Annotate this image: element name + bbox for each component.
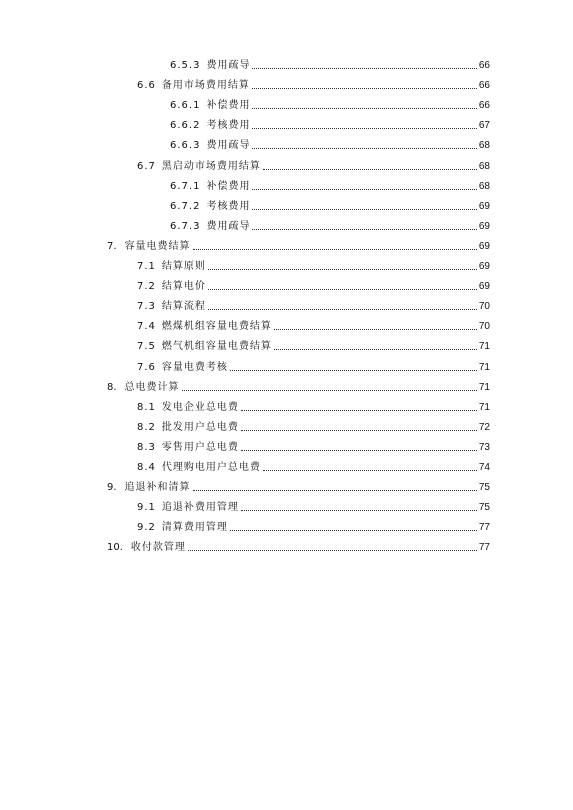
toc-entry-number: 7.5 — [137, 341, 156, 353]
toc-entry[interactable] — [107, 239, 490, 253]
toc-dot-leader — [188, 550, 477, 551]
toc-entry-title: 考核费用 — [206, 200, 251, 212]
toc-entry-title: 代理购电用户总电费 — [161, 462, 261, 473]
toc-entry[interactable] — [137, 520, 490, 534]
toc-entry-number: 7.6 — [137, 361, 156, 373]
toc-entry[interactable] — [170, 219, 490, 233]
toc-entry-page-number: 70 — [478, 321, 490, 333]
toc-entry-page-number: 74 — [478, 462, 490, 473]
toc-entry[interactable] — [137, 440, 490, 454]
toc-entry-title: 批发用户总电费 — [161, 421, 239, 433]
toc-dot-leader — [193, 249, 477, 250]
toc-entry-title: 费用疏导 — [206, 220, 251, 232]
toc-entry[interactable] — [170, 199, 490, 213]
toc-entry-title: 容量电费考核 — [161, 361, 228, 373]
toc-entry-number: 9.2 — [137, 522, 156, 534]
toc-entry-number: 6.6 — [137, 80, 156, 92]
toc-entry[interactable] — [107, 540, 490, 554]
toc-entry-title: 结算原则 — [161, 261, 206, 272]
toc-entry[interactable] — [170, 138, 490, 152]
toc-dot-leader — [252, 108, 476, 109]
toc-entry[interactable] — [137, 360, 490, 374]
toc-entry-number: 6.7.3 — [170, 220, 201, 232]
toc-entry[interactable] — [170, 58, 490, 72]
toc-entry-page-number: 70 — [478, 301, 490, 313]
toc-entry-title: 黑启动市场费用结算 — [161, 160, 261, 172]
toc-entry-page-number: 68 — [478, 140, 490, 152]
toc-entry-number: 6.7.2 — [170, 200, 201, 212]
toc-entry-number: 7.1 — [137, 261, 156, 272]
toc-entry-page-number: 69 — [478, 261, 490, 272]
toc-entry-page-number: 69 — [478, 240, 490, 252]
toc-dot-leader — [241, 510, 477, 511]
toc-entry[interactable] — [170, 179, 490, 193]
toc-entry-title: 结算电价 — [161, 281, 206, 293]
toc-entry[interactable] — [137, 78, 490, 92]
toc-entry-page-number: 72 — [478, 421, 490, 433]
toc-entry-number: 8. — [107, 381, 117, 393]
toc-dot-leader — [182, 390, 477, 391]
toc-entry[interactable] — [137, 319, 490, 333]
toc-entry-number: 6.7.1 — [170, 180, 201, 192]
toc-entry[interactable] — [137, 159, 490, 173]
toc-dot-leader — [252, 88, 477, 89]
toc-entry-page-number: 66 — [478, 100, 490, 112]
toc-dot-leader — [263, 169, 477, 170]
toc-entry[interactable] — [137, 259, 490, 273]
toc-entry-number: 7.4 — [137, 321, 156, 333]
toc-dot-leader — [208, 289, 477, 290]
toc-entry[interactable] — [137, 420, 490, 434]
toc-entry-page-number: 71 — [478, 341, 490, 353]
toc-entry[interactable] — [170, 98, 490, 112]
toc-entry-number: 7.2 — [137, 281, 156, 293]
toc-entry-title: 补偿费用 — [206, 100, 251, 112]
toc-entry-page-number: 68 — [478, 160, 490, 172]
toc-entry-title: 备用市场费用结算 — [161, 80, 250, 92]
toc-entry-page-number: 75 — [478, 482, 490, 494]
toc-entry-page-number: 71 — [478, 401, 490, 413]
toc-entry[interactable] — [107, 380, 490, 394]
toc-entry-title: 费用疏导 — [206, 140, 251, 152]
toc-entry-number: 8.1 — [137, 401, 156, 413]
toc-dot-leader — [252, 209, 476, 210]
toc-entry-page-number: 71 — [478, 361, 490, 373]
toc-entry-title: 总电费计算 — [124, 381, 180, 393]
toc-entry[interactable] — [137, 279, 490, 293]
toc-dot-leader — [252, 128, 476, 129]
toc-dot-leader — [252, 148, 476, 149]
toc-entry-number: 9.1 — [137, 502, 156, 514]
toc-entry-title: 清算费用管理 — [161, 522, 228, 534]
toc-dot-leader — [208, 309, 477, 310]
toc-dot-leader — [274, 329, 477, 330]
toc-entry-title: 追退补费用管理 — [161, 502, 239, 514]
toc-entry-page-number: 69 — [478, 281, 490, 293]
toc-entry-page-number: 69 — [478, 200, 490, 212]
toc-entry-page-number: 77 — [478, 522, 490, 534]
toc-entry-page-number: 66 — [478, 60, 490, 71]
toc-entry[interactable] — [137, 500, 490, 514]
toc-entry-page-number: 75 — [478, 502, 490, 514]
toc-entry-number: 6.7 — [137, 160, 156, 172]
toc-entry[interactable] — [137, 460, 490, 474]
toc-entry-number: 6.6.3 — [170, 140, 201, 152]
toc-entry-title: 追退补和清算 — [124, 482, 191, 494]
toc-entry[interactable] — [137, 400, 490, 414]
toc-entry-number: 7.3 — [137, 301, 156, 313]
toc-entry-title: 燃气机组容量电费结算 — [161, 341, 272, 353]
toc-dot-leader — [241, 450, 477, 451]
toc-entry-page-number: 77 — [478, 542, 490, 554]
toc-entry-title: 费用疏导 — [206, 60, 251, 71]
toc-entry[interactable] — [170, 118, 490, 132]
toc-entry-page-number: 66 — [478, 80, 490, 92]
toc-dot-leader — [241, 430, 477, 431]
toc-entry-title: 容量电费结算 — [124, 240, 191, 252]
toc-entry-title: 考核费用 — [206, 120, 251, 132]
toc-entry-title: 收付款管理 — [130, 542, 186, 554]
toc-dot-leader — [252, 229, 476, 230]
toc-dot-leader — [263, 470, 477, 471]
toc-dot-leader — [208, 269, 477, 270]
toc-dot-leader — [274, 349, 477, 350]
toc-entry-page-number: 67 — [478, 120, 490, 132]
toc-dot-leader — [252, 68, 476, 69]
toc-entry-number: 6.6.1 — [170, 100, 201, 112]
toc-entry-number: 8.4 — [137, 462, 156, 473]
toc-entry-title: 零售用户总电费 — [161, 441, 239, 453]
toc-entry-title: 发电企业总电费 — [161, 401, 239, 413]
toc-entry-number: 8.2 — [137, 421, 156, 433]
toc-entry-title: 结算流程 — [161, 301, 206, 313]
toc-entry[interactable] — [107, 480, 490, 494]
toc-entry-number: 10. — [107, 542, 123, 554]
toc-entry-page-number: 71 — [478, 381, 490, 393]
toc-entry-title: 补偿费用 — [206, 180, 251, 192]
toc-dot-leader — [193, 490, 477, 491]
toc-dot-leader — [241, 410, 477, 411]
toc-entry-number: 6.5.3 — [170, 60, 201, 71]
toc-entry-page-number: 73 — [478, 441, 490, 453]
toc-dot-leader — [230, 530, 477, 531]
toc-entry[interactable] — [137, 339, 490, 353]
toc-entry-number: 9. — [107, 482, 117, 494]
toc-entry-title: 燃煤机组容量电费结算 — [161, 321, 272, 333]
toc-entry-page-number: 69 — [478, 220, 490, 232]
toc-dot-leader — [252, 189, 476, 190]
toc-entry-number: 6.6.2 — [170, 120, 201, 132]
toc-dot-leader — [230, 370, 477, 371]
toc-entry[interactable] — [137, 299, 490, 313]
toc-entry-number: 7. — [107, 240, 117, 252]
toc-entry-number: 8.3 — [137, 441, 156, 453]
toc-entry-page-number: 68 — [478, 180, 490, 192]
